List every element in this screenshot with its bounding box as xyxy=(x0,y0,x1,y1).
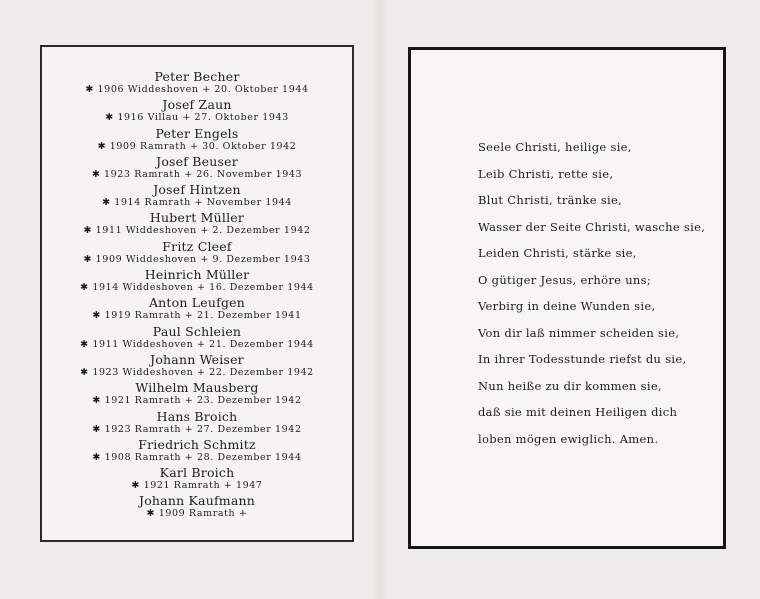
deceased-name: Josef Beuser xyxy=(156,153,238,169)
prayer-line: Seele Christi, heilige sie, xyxy=(478,140,632,154)
deceased-entry xyxy=(42,182,352,210)
deceased-name: Karl Broich xyxy=(159,465,235,481)
prayer-line: daß sie mit deinen Heiligen dich xyxy=(478,405,678,419)
deceased-entry xyxy=(42,210,352,238)
prayer-line: Leib Christi, rette sie, xyxy=(478,166,614,181)
deceased-entry xyxy=(42,465,352,493)
deceased-dates: ✱ 1923 Ramrath + 27. Dezember 1942 xyxy=(92,423,302,435)
prayer-text xyxy=(478,138,726,456)
deceased-entry xyxy=(42,295,352,323)
deceased-name: Hubert Müller xyxy=(149,210,245,226)
deceased-name: Johann Kaufmann xyxy=(139,493,255,509)
deceased-entry xyxy=(42,324,352,352)
deceased-dates: ✱ 1909 Widdeshoven + 9. Dezember 1943 xyxy=(83,253,311,265)
deceased-dates: ✱ 1914 Ramrath + November 1944 xyxy=(102,197,292,209)
deceased-name: Anton Leufgen xyxy=(148,295,246,311)
deceased-list xyxy=(42,69,352,522)
prayer-line: Blut Christi, tränke sie, xyxy=(478,193,623,207)
deceased-dates: ✱ 1911 Widdeshoven + 21. Dezember 1944 xyxy=(80,338,314,350)
deceased-dates: ✱ 1916 Villau + 27. Oktober 1943 xyxy=(105,112,289,124)
prayer-line: Von dir laß nimmer scheiden sie, xyxy=(478,325,680,340)
deceased-entry xyxy=(42,239,352,267)
deceased-name: Peter Becher xyxy=(154,69,240,84)
deceased-list-panel xyxy=(40,45,354,542)
deceased-entry xyxy=(42,493,352,521)
deceased-name: Johann Weiser xyxy=(150,351,244,367)
deceased-name: Paul Schleien xyxy=(152,323,242,339)
deceased-dates: ✱ 1906 Widdeshoven + 20. Oktober 1944 xyxy=(85,84,309,95)
deceased-name: Friedrich Schmitz xyxy=(138,436,256,452)
deceased-dates: ✱ 1919 Ramrath + 21. Dezember 1941 xyxy=(92,310,302,322)
prayer-line: Nun heiße zu dir kommen sie, xyxy=(478,378,662,393)
deceased-entry xyxy=(42,437,352,465)
prayer-line: Leiden Christi, stärke sie, xyxy=(478,246,637,260)
deceased-dates: ✱ 1923 Widdeshoven + 22. Dezember 1942 xyxy=(80,366,314,378)
deceased-entry xyxy=(42,97,352,125)
deceased-dates: ✱ 1908 Ramrath + 28. Dezember 1944 xyxy=(92,451,302,463)
deceased-dates: ✱ 1911 Widdeshoven + 2. Dezember 1942 xyxy=(83,225,311,237)
deceased-name: Hans Broich xyxy=(156,408,238,424)
deceased-dates: ✱ 1921 Ramrath + 1947 xyxy=(131,480,263,492)
deceased-entry xyxy=(42,409,352,437)
deceased-entry xyxy=(42,352,352,380)
prayer-line: Wasser der Seite Christi, wasche sie, xyxy=(478,219,706,234)
deceased-name: Wilhelm Mausberg xyxy=(135,380,259,396)
deceased-name: Fritz Cleef xyxy=(162,238,232,254)
deceased-name: Josef Hintzen xyxy=(153,182,241,198)
deceased-name: Peter Engels xyxy=(155,125,239,141)
prayer-line: loben mögen ewiglich. Amen. xyxy=(478,431,659,446)
deceased-entry xyxy=(42,69,352,97)
deceased-dates: ✱ 1921 Ramrath + 23. Dezember 1942 xyxy=(92,395,302,407)
prayer-line: In ihrer Todesstunde riefst du sie, xyxy=(478,352,687,366)
prayer-line: Verbirg in deine Wunden sie, xyxy=(478,299,656,313)
card-fold xyxy=(372,0,388,599)
deceased-dates: ✱ 1914 Widdeshoven + 16. Dezember 1944 xyxy=(80,282,314,294)
deceased-entry xyxy=(42,126,352,154)
deceased-entry xyxy=(42,154,352,182)
deceased-dates: ✱ 1909 Ramrath + 30. Oktober 1942 xyxy=(97,140,297,152)
deceased-dates: ✱ 1909 Ramrath + xyxy=(146,508,248,520)
deceased-entry xyxy=(42,267,352,295)
deceased-name: Heinrich Müller xyxy=(144,267,250,283)
deceased-dates: ✱ 1923 Ramrath + 26. November 1943 xyxy=(91,168,303,180)
prayer-line: O gütiger Jesus, erhöre uns; xyxy=(478,272,651,287)
prayer-panel xyxy=(408,47,726,549)
deceased-entry xyxy=(42,380,352,408)
deceased-name: Josef Zaun xyxy=(162,97,232,113)
